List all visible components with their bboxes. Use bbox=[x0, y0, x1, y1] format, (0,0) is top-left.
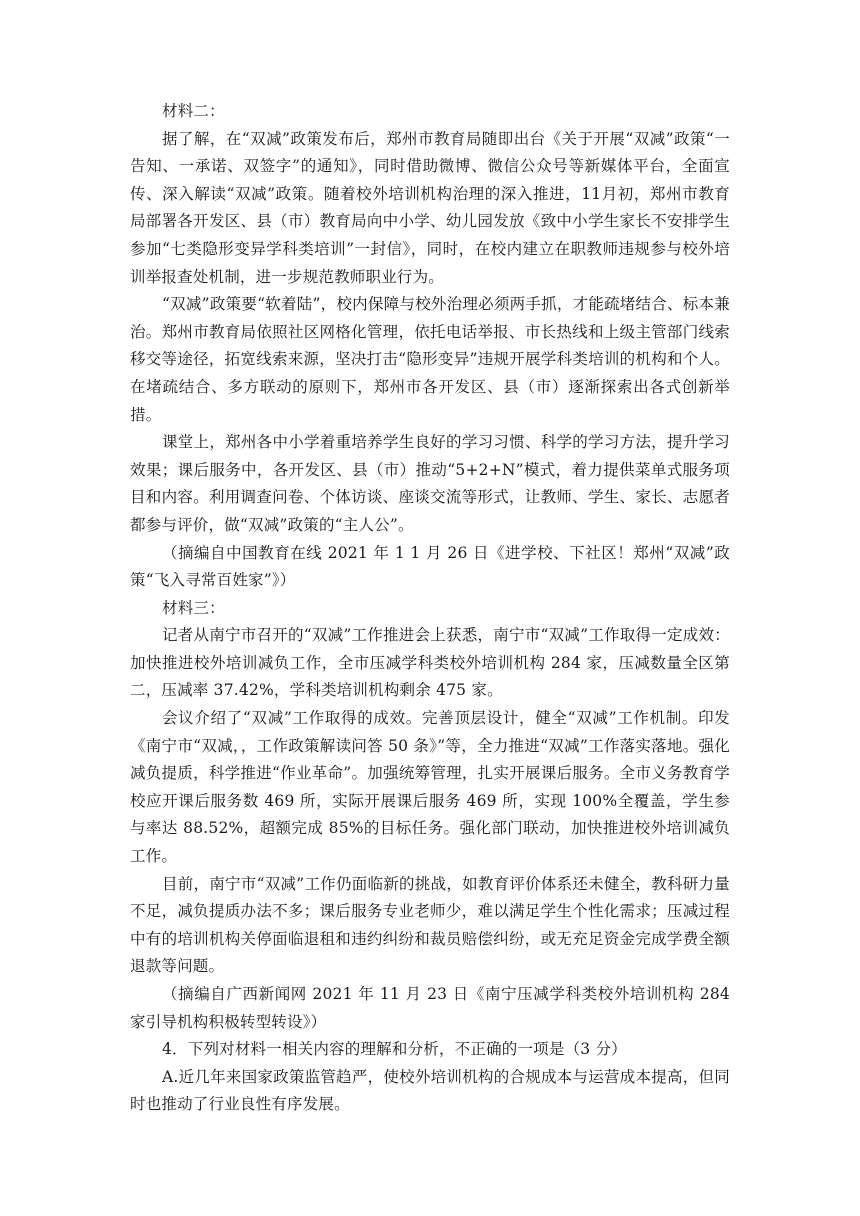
source-citation: （摘编自广西新闻网 2021 年 11 月 23 日《南宁压减学科类校外培训机构 284 家引导机构积极转型转设》） bbox=[130, 985, 730, 1031]
paragraph: 记者从南宁市召开的“双减”工作推进会上获悉，南宁市“双减”工作取得一定成效：加快推进校外培训减负工作，全市压减学科类校外培训机构 284 家，压减数量全区第二，压减率 37.42%，学科类培训机构剩余 475 家。 bbox=[130, 626, 730, 700]
material-two-label: 材料二： bbox=[162, 102, 225, 120]
paragraph: 课堂上，郑州各中小学着重培养学生良好的学习习惯、科学的学习方法，提升学习效果；课后服务中，各开发区、县（市）推动“5+2+N”模式，着力提供菜单式服务项目和内容。利用调查问卷、个体访谈、座谈交流等形式，让教师、学生、家长、志愿者都参与评价，做“双减”政策的“主人公”。 bbox=[130, 433, 730, 534]
question-stem: 4．下列对材料一相关内容的理解和分析，不正确的一项是（3 分） bbox=[162, 1040, 627, 1059]
paragraph: 据了解，在“双减”政策发布后，郑州市教育局随即出台《关于开展“双减”政策“一告知、一承诺、双签字”的通知》，同时借助微博、微信公众号等新媒体平台，全面宣传、深入解读“双减”政策。随着校外培训机构治理的深入推进，11月初，郑州市教育局部署各开发区、县（市）教育局向中小学、幼儿园发放《致中小学生家长不安排学生参加“七类隐形变异学科类培训”一封信》，同时，在校内建立在职教师违规参与校外培训举报查处机制，进一步规范教师职业行为。 bbox=[130, 129, 730, 286]
paragraph: “双减”政策要“软着陆”，校内保障与校外治理必须两手抓，才能疏堵结合、标本兼治。郑州市教育局依照社区网格化管理，依托电话举报、市长热线和上级主管部门线索移交等途径，拓宽线索来源，坚决打击“隐形变异”违规开展学科类培训的机构和个人。在堵疏结合、多方联动的原则下，郑州市各开发区、县（市）逐渐探索出各式创新举措。 bbox=[130, 295, 730, 424]
document-page bbox=[130, 98, 730, 1119]
paragraph: 目前，南宁市“双减”工作仍面临新的挑战，如教育评价体系还未健全，教科研力量不足，减负提质办法不多；课后服务专业老师少，难以满足学生个性化需求；压减过程中有的培训机构关停面临退租和违约纠纷和裁员赔偿纠纷，或无充足资金完成学费全额退款等问题。 bbox=[130, 874, 730, 976]
answer-option-a: A.近几年来国家政策监管趋严，使校外培训机构的合规成本与运营成本提高，但同时也推动了行业良性有序发展。 bbox=[130, 1067, 730, 1114]
paragraph: 会议介绍了“双减”工作取得的成效。完善顶层设计，健全“双减”工作机制。印发《南宁市“双减，，工作政策解读问答 50 条》”等，全力推进“双减”工作落实落地。强化减负提质，科学推进“作业革命”。加强统筹管理，扎实开展课后服务。全市义务教育学校应开课后服务数 469 所，实际开展课后服务 469 所，实现 100%全覆盖，学生参与率达 88.52%，超额完成 85%的目标任务。强化部门联动，加快推进校外培训减负工作。 bbox=[130, 709, 730, 866]
source-citation: （摘编自中国教育在线 2021 年 1 1 月 26 日《进学校、下社区！郑州“双减”政策“飞入寻常百姓家”》） bbox=[130, 543, 730, 590]
material-three-label: 材料三： bbox=[162, 598, 225, 617]
